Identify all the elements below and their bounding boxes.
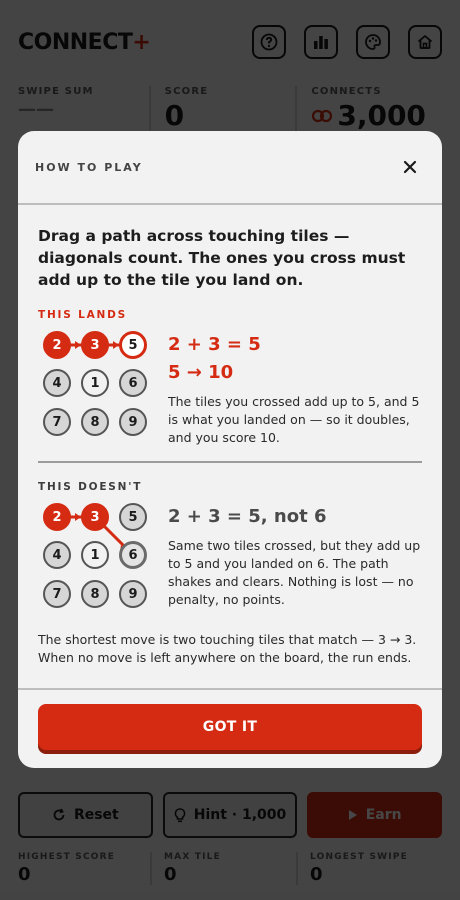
section-divider bbox=[38, 461, 422, 463]
doesnt-equation: 2 + 3 = 5, not 6 bbox=[168, 506, 327, 527]
lands-explanation bbox=[168, 331, 422, 447]
modal-header bbox=[18, 131, 442, 205]
doesnt-example bbox=[38, 503, 422, 611]
lands-board bbox=[38, 331, 154, 439]
board-tile: 4 bbox=[43, 541, 71, 569]
board-tile: 7 bbox=[43, 408, 71, 436]
board-tile: 8 bbox=[81, 580, 109, 608]
board-tile-target: 5 bbox=[119, 331, 147, 359]
doesnt-description: Same two tiles crossed, but they add up to 5 and you landed on 6. The path shakes and clears. Nothing is lost — no penalty, no points. bbox=[168, 538, 421, 607]
board-tile: 1 bbox=[81, 369, 109, 397]
board-tile: 9 bbox=[119, 580, 147, 608]
board-tile: 3 bbox=[81, 331, 109, 359]
lands-label: THIS LANDS bbox=[38, 309, 127, 321]
intro-text: Drag a path across touching tiles — diagonals count. The ones you cross must add up to the tile you land on. bbox=[38, 227, 406, 289]
board-tile: 9 bbox=[119, 408, 147, 436]
board-tile: 8 bbox=[81, 408, 109, 436]
lands-result: 5 → 10 bbox=[168, 362, 234, 383]
close-button[interactable] bbox=[398, 155, 422, 179]
lands-example bbox=[38, 331, 422, 447]
doesnt-label: THIS DOESN'T bbox=[38, 481, 143, 493]
board-tile: 2 bbox=[43, 331, 71, 359]
got-it-button[interactable]: GOT IT bbox=[38, 704, 422, 750]
board-tile: 5 bbox=[119, 503, 147, 531]
doesnt-board bbox=[38, 503, 154, 611]
board-tile-target: 6 bbox=[119, 541, 147, 569]
doesnt-explanation bbox=[168, 503, 422, 611]
board-tile: 1 bbox=[81, 541, 109, 569]
lands-equation: 2 + 3 = 5 bbox=[168, 334, 261, 355]
board-tile: 6 bbox=[119, 369, 147, 397]
summary-text: The shortest move is two touching tiles that match — 3 → 3. When no move is left anywhere on the board, the run ends. bbox=[38, 632, 417, 665]
board-tile: 3 bbox=[81, 503, 109, 531]
how-to-play-modal bbox=[18, 131, 442, 768]
board-tile: 7 bbox=[43, 580, 71, 608]
lands-description: The tiles you crossed add up to 5, and 5 is what you landed on — so it doubles, and you score 10. bbox=[168, 394, 420, 445]
board-tile: 4 bbox=[43, 369, 71, 397]
modal-footer bbox=[18, 688, 442, 768]
modal-title: HOW TO PLAY bbox=[35, 160, 143, 174]
modal-body bbox=[18, 205, 442, 667]
board-tile: 2 bbox=[43, 503, 71, 531]
close-icon bbox=[403, 160, 417, 174]
